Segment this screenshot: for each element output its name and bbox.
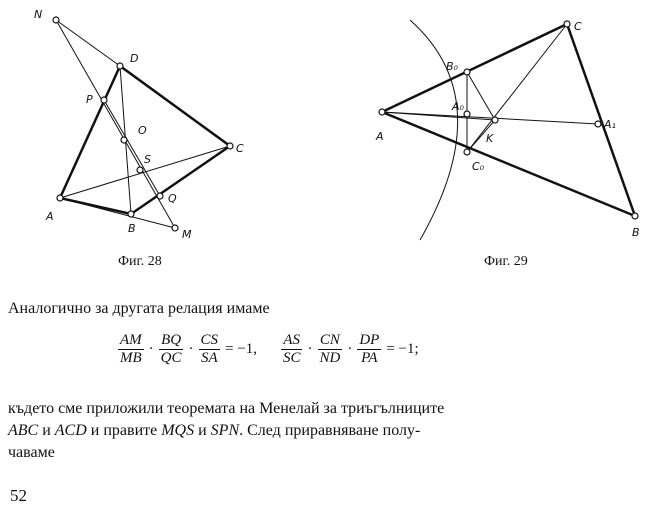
label-C: C (236, 142, 244, 155)
label-S: S (144, 153, 151, 166)
fraction: $\frac{DP}{PA}$ (359, 332, 380, 366)
label-K: K (486, 132, 494, 145)
equations-line: $\frac{AM}{MB}$ · $\frac{BQ}{QC}$ · $\frac{CS}{SA}$ = −1, $\frac{AS}{SC}$ · $\frac{CN}{ND}$ · $\frac{DP}{PA}$ = −1; (120, 332, 419, 366)
fraction: $\frac{BQ}{QC}$ (160, 332, 182, 366)
fraction: $\frac{AM}{MB}$ (120, 332, 142, 366)
label-A: A (46, 210, 54, 223)
label-A: A (376, 130, 384, 143)
fraction: $\frac{CS}{SA}$ (200, 332, 219, 366)
fraction: $\frac{CN}{ND}$ (319, 332, 341, 366)
label-A1: A₁ (604, 118, 616, 131)
figure-28-drawing (0, 0, 260, 270)
fraction: $\frac{AS}{SC}$ (282, 332, 301, 366)
label-M: M (182, 228, 192, 241)
label-N: N (34, 8, 43, 21)
label-P: P (86, 93, 93, 106)
equation-rhs: = −1, (225, 341, 257, 357)
intro-line: Аналогично за другата релация имаме (8, 300, 270, 317)
figure-29-drawing (360, 0, 671, 270)
label-C: C (574, 20, 582, 33)
label-C0: C₀ (472, 160, 485, 173)
label-B: B (128, 222, 136, 235)
label-B0: B₀ (446, 60, 458, 73)
label-A0: A₀ (452, 100, 464, 113)
label-Q: Q (168, 192, 177, 205)
figure-28 (0, 0, 260, 270)
equation-rhs: = −1; (386, 341, 419, 357)
page-number: 52 (10, 486, 27, 505)
figure-29-caption: Фиг. 29 (484, 254, 528, 269)
paragraph-line-3: чаваме (8, 444, 55, 461)
figure-29 (360, 0, 671, 270)
paragraph-line-1: където сме приложили теоремата на Менелай за триъгълниците (8, 400, 445, 417)
label-B: B (632, 226, 640, 239)
label-D: D (130, 52, 139, 65)
paragraph-line-2: ABC и ACD и правите MQS и SPN. След приравняване полу- (8, 422, 421, 439)
label-O: O (138, 124, 147, 137)
figure-28-caption: Фиг. 28 (118, 254, 162, 269)
